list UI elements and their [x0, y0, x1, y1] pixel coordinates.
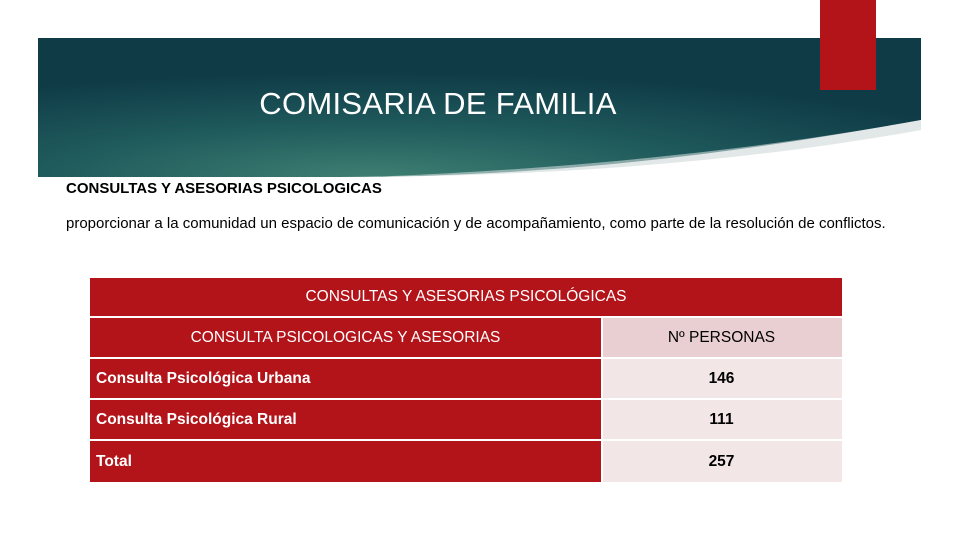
row-label: Total: [90, 441, 603, 482]
row-value: 111: [603, 400, 842, 439]
table-row: [90, 400, 842, 441]
consultations-table: [90, 278, 842, 482]
slide-title: COMISARIA DE FAMILIA: [259, 86, 617, 121]
table-row-total: [90, 441, 842, 482]
row-value: 146: [603, 359, 842, 398]
table-row: [90, 359, 842, 400]
table-title: CONSULTAS Y ASESORIAS PSICOLÓGICAS: [305, 288, 627, 305]
table-title-row: [90, 278, 842, 318]
red-accent-tab: [820, 0, 876, 90]
section-description: proporcionar a la comunidad un espacio de comunicación y de acompañamiento, como parte de la resolución de conflictos.: [66, 215, 886, 232]
column-header-consulta: CONSULTA PSICOLOGICAS Y ASESORIAS: [90, 318, 603, 357]
table-header-row: [90, 318, 842, 359]
row-label: Consulta Psicológica Rural: [90, 400, 603, 439]
row-label: Consulta Psicológica Urbana: [90, 359, 603, 398]
column-header-personas: Nº PERSONAS: [603, 318, 842, 357]
section-heading: CONSULTAS Y ASESORIAS PSICOLOGICAS: [66, 180, 382, 197]
row-value: 257: [603, 441, 842, 482]
